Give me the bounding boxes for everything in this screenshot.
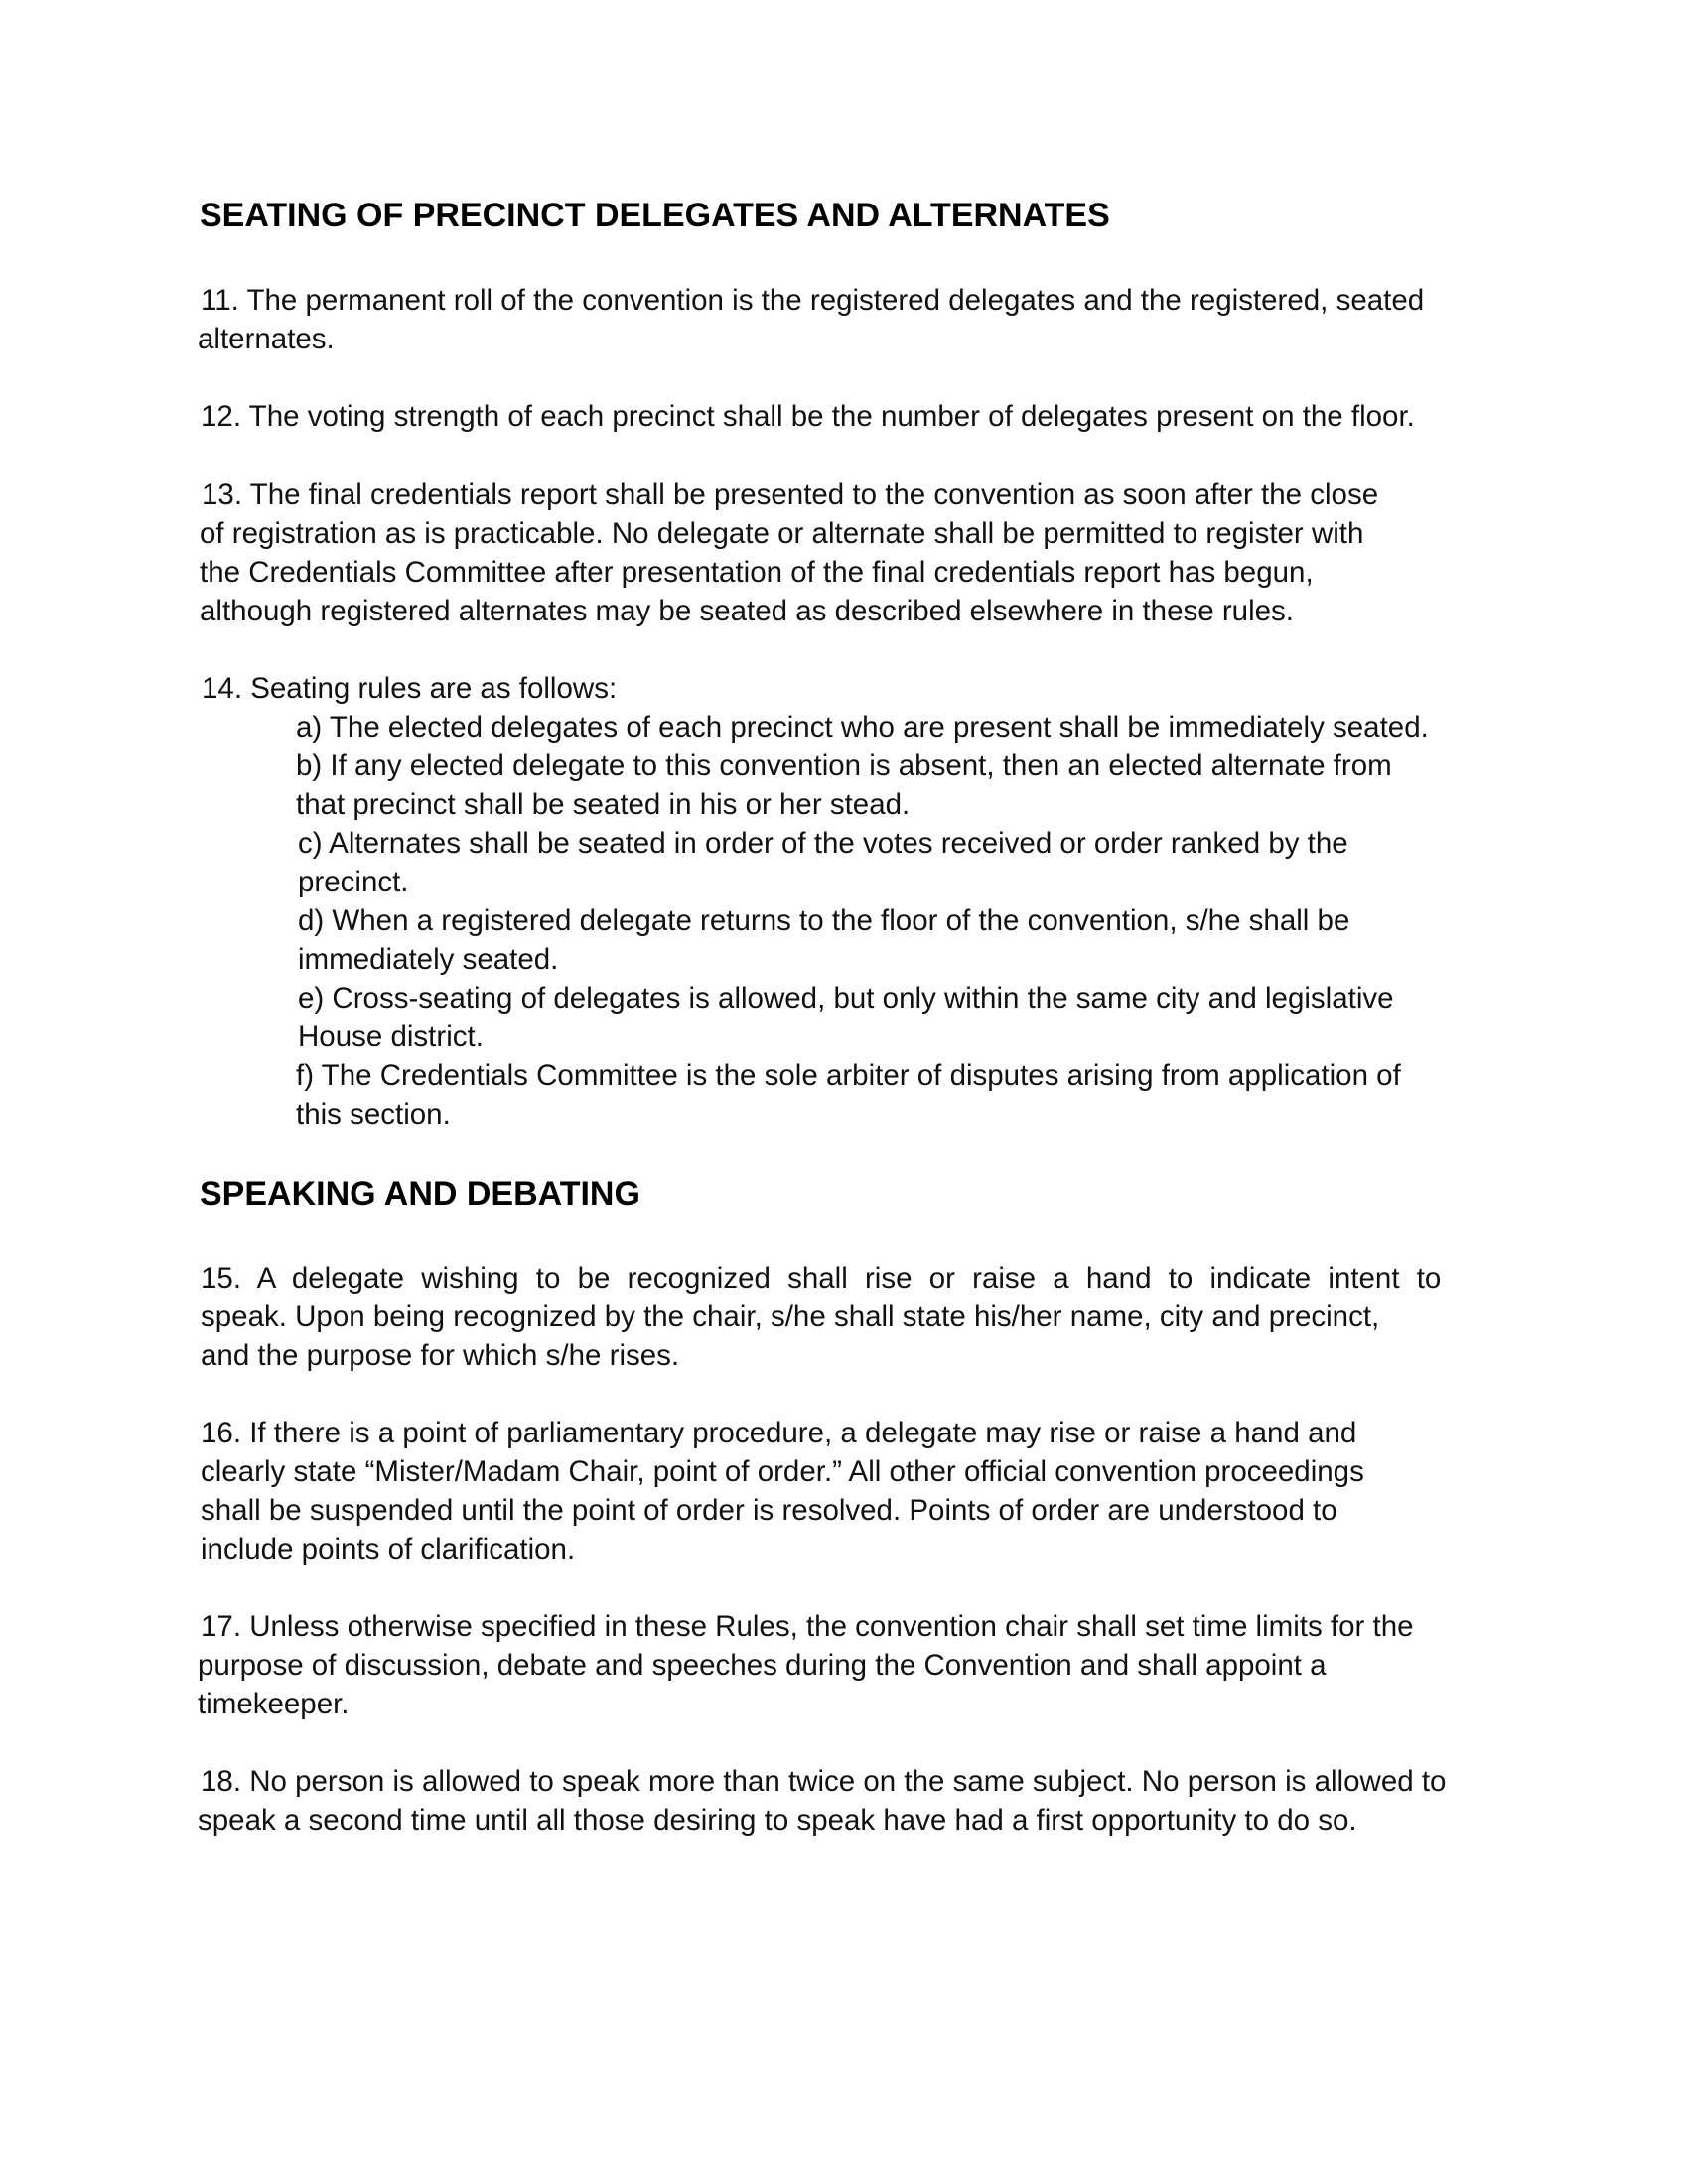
rule-18-line-2: speak a second time until all those desiring to speak have had a first opportunity to do so. (198, 1804, 1357, 1837)
rule-11-line-1: 11. The permanent roll of the convention is the registered delegates and the registered, seated (201, 284, 1425, 317)
rule-12-line-1: 12. The voting strength of each precinct shall be the number of delegates present on the floor. (201, 400, 1415, 433)
rule-18 (198, 1762, 1446, 1840)
rule-16-line-4: include points of clarification. (201, 1533, 576, 1566)
rule-13-line-3: the Credentials Committee after presentation of the final credentials report has begun, (200, 556, 1314, 589)
rule-15 (201, 1259, 1441, 1375)
seating-rule-f-line-2: this section. (296, 1098, 451, 1131)
seating-rule-c-line-1: c) Alternates shall be seated in order of the votes received or order ranked by the (298, 827, 1348, 860)
seating-rule-e-line-2: House district. (298, 1021, 484, 1053)
rule-13-line-4: although registered alternates may be seated as described elsewhere in these rules. (200, 595, 1294, 627)
rule-11 (198, 281, 1424, 358)
rule-16-line-1: 16. If there is a point of parliamentary procedure, a delegate may rise or raise a hand and (201, 1417, 1357, 1449)
rule-16-line-3: shall be suspended until the point of order is resolved. Points of order are understood to (201, 1494, 1337, 1527)
rule-15-line-3: and the purpose for which s/he rises. (201, 1339, 680, 1372)
rule-14-line-1: 14. Seating rules are as follows: (202, 672, 618, 705)
rule-16-line-2: clearly state “Mister/Madam Chair, point of order.” All other official convention proceedings (201, 1455, 1364, 1488)
seating-rule-d-line-1: d) When a registered delegate returns to the floor of the convention, s/he shall be (298, 904, 1350, 937)
rule-17-line-1: 17. Unless otherwise specified in these Rules, the convention chair shall set time limits for the (201, 1610, 1414, 1643)
rule-14 (202, 669, 617, 708)
seating-rule-a: a) The elected delegates of each precinct who are present shall be immediately seated. (296, 711, 1429, 744)
seating-rule-e-line-1: e) Cross-seating of delegates is allowed, but only within the same city and legislative (298, 982, 1394, 1015)
section-heading-seating: SEATING OF PRECINCT DELEGATES AND ALTERNATES (200, 197, 1110, 234)
seating-rule-b-line-2: that precinct shall be seated in his or her stead. (296, 788, 911, 821)
rule-13 (200, 476, 1378, 630)
rule-16 (201, 1414, 1364, 1569)
seating-rule-f-line-1: f) The Credentials Committee is the sole arbiter of disputes arising from application of (296, 1059, 1401, 1092)
seating-rule-c-line-2: precinct. (298, 866, 409, 898)
seating-rule-d-line-2: immediately seated. (298, 943, 559, 976)
rule-18-line-1: 18. No person is allowed to speak more than twice on the same subject. No person is allowed to (201, 1765, 1447, 1798)
rule-13-line-1: 13. The final credentials report shall be presented to the convention as soon after the close (202, 478, 1379, 511)
rule-15-line-2: speak. Upon being recognized by the chair, s/he shall state his/her name, city and precinct, (201, 1300, 1380, 1333)
section-heading-speaking: SPEAKING AND DEBATING (200, 1175, 640, 1213)
rule-17-line-3: timekeeper. (198, 1688, 350, 1720)
rule-11-line-2: alternates. (198, 323, 335, 355)
rule-17-line-2: purpose of discussion, debate and speeches during the Convention and shall appoint a (198, 1649, 1327, 1682)
rule-12 (201, 397, 1415, 436)
rule-15-line-1: 15. A delegate wishing to be recognized shall rise or raise a hand to indicate intent to (201, 1262, 1442, 1295)
seating-rules-list (296, 708, 1429, 1134)
rule-13-line-2: of registration as is practicable. No delegate or alternate shall be permitted to register with (200, 517, 1364, 550)
rule-17 (198, 1607, 1414, 1723)
seating-rule-b-line-1: b) If any elected delegate to this convention is absent, then an elected alternate from (296, 750, 1392, 782)
